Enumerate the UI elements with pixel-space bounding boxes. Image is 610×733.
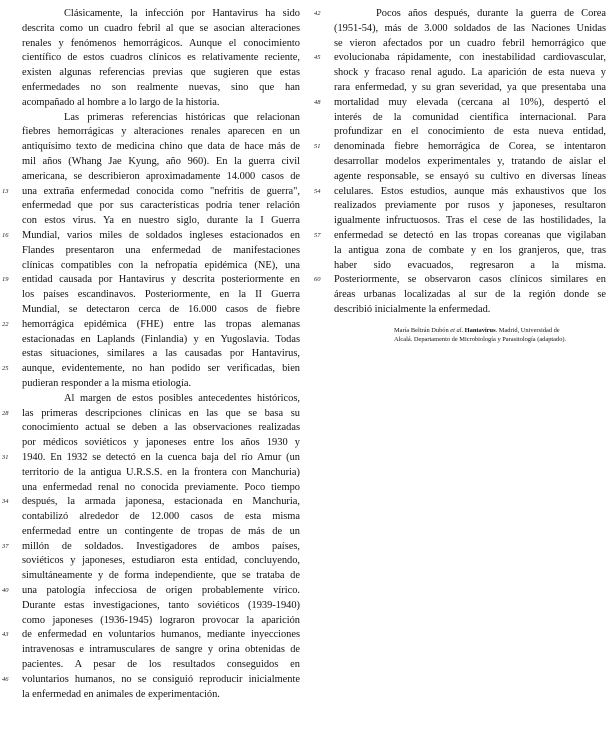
text-line [314, 111, 606, 126]
text-line [2, 362, 300, 377]
text-line [2, 392, 300, 407]
text-line [2, 22, 300, 37]
line-text: Mundial, se detectaron cerca de 16.000 casos de fiebre [22, 303, 300, 315]
line-text: Al margen de estos posibles antecedentes históricos, [64, 392, 300, 404]
line-text: enfermedad se detectó en las tropas coreanas que vigilaban [334, 229, 606, 241]
text-line [2, 569, 300, 584]
text-line [314, 51, 606, 66]
line-number: 40 [2, 587, 9, 595]
text-line [314, 303, 606, 318]
line-text: Las primeras referencias históricas que relacionan [64, 111, 300, 123]
line-text: contabilizó alrededor de 12.000 casos de esta misma [22, 511, 300, 523]
line-number: 45 [314, 54, 321, 62]
line-text: evolucionaba rápidamente, con inestabilidad cardiovascular, [334, 52, 606, 64]
credit-rest: . Madrid, Universidad de [495, 326, 560, 334]
line-text: shock y fracaso renal agudo. La aparición de esta nueva y [334, 67, 606, 79]
line-text: americana, se describieron aproximadamente 14.000 casos de [22, 170, 300, 182]
line-text: mil años (Whang Jae Kyung, año 960). En la guerra civil [22, 155, 300, 167]
text-line [2, 436, 300, 451]
text-line [2, 643, 300, 658]
text-line [314, 140, 606, 155]
line-text: intravenosas e intramusculares de sangre y orina obtenidas de [22, 644, 300, 656]
line-text: igualmente infructuosos. Tras el cese de las hostilidades, la [334, 215, 606, 227]
right-column [314, 7, 606, 344]
text-line [2, 510, 300, 525]
line-text: Pocos años después, durante la guerra de Corea [376, 8, 606, 19]
line-text: los países escandinavos. Posteriormente, en la II Guerra [22, 289, 300, 301]
line-text: con estos virus. Ya en nuestro siglo, durante la I Guerra [22, 215, 300, 227]
line-number: 57 [314, 231, 321, 239]
line-text: territorio de la antigua U.R.S.S. en la frontera con Manchuria) [22, 466, 300, 478]
text-line [2, 658, 300, 673]
text-line [314, 125, 606, 140]
line-number: 46 [2, 675, 9, 683]
line-text: Mundial, varios miles de soldados ingleses estacionados en [22, 229, 300, 241]
line-text: haber sido evacuados, regresaron a la misma. [334, 259, 606, 271]
line-text: rara enfermedad, y su gran severidad, ya que presentaba una [334, 81, 606, 93]
line-text: la enfermedad en animales de experimentación. [22, 688, 220, 700]
line-text: desarrollar modelos experimentales y, tratando de aislar el [334, 155, 606, 167]
text-line [314, 288, 606, 303]
right-column-text [314, 7, 606, 318]
line-text: antiquísimo texto de medicina chino que data de hace más de [22, 141, 300, 153]
line-number: 19 [2, 276, 9, 284]
text-line [314, 7, 606, 22]
line-text: como japoneses (1936-1945) lograron provocar la aparición [22, 614, 300, 626]
credit-author: María Beltrán Dubón [394, 326, 449, 334]
text-line [314, 229, 606, 244]
line-number: 54 [314, 187, 321, 195]
text-line [2, 466, 300, 481]
text-line [2, 554, 300, 569]
line-text: Flandes presentaron una enfermedad de manifestaciones [22, 244, 300, 256]
line-text: de enfermedad en voluntarios humanos, mediante inyecciones [22, 629, 300, 641]
line-text: existen algunas referencias previas que sugieren que estas [22, 67, 300, 79]
text-line [314, 22, 606, 37]
line-text: áreas urbanas localizadas al sur de la región donde se [334, 289, 606, 301]
line-text: agente responsable, se ensayó su cultivo en diversas líneas [334, 170, 606, 182]
text-line [2, 125, 300, 140]
text-line [2, 421, 300, 436]
line-text: celulares. Estos estudios, aunque más exhaustivos que los [334, 185, 606, 197]
text-line [2, 66, 300, 81]
text-line [2, 229, 300, 244]
line-text: las primeras descripciones clínicas en las que se basa su [22, 407, 300, 419]
line-text: enfermedades no son realmente nuevas, sino que han [22, 81, 300, 93]
line-number: 25 [2, 365, 9, 373]
text-line [2, 81, 300, 96]
text-line [2, 214, 300, 229]
text-line [2, 673, 300, 688]
source-credit [314, 326, 606, 344]
line-text: se vieron afectados por un cuadro febril hemorrágico que [334, 37, 606, 49]
text-line [2, 155, 300, 170]
text-line [2, 614, 300, 629]
line-text: Durante estas investigaciones, tanto soviéticos (1939-1940) [22, 599, 300, 611]
text-line [2, 7, 300, 22]
text-line [2, 599, 300, 614]
text-line [2, 481, 300, 496]
line-text: renales y fenómenos hemorrágicos. Aunque el conocimiento [22, 37, 300, 49]
text-line [2, 407, 300, 422]
line-text: realizados previamente por rusos y japoneses, resultaron [334, 200, 606, 212]
text-line [2, 451, 300, 466]
line-text: una enfermedad renal no conocida previamente. Poco tiempo [22, 481, 300, 493]
text-line [2, 688, 300, 703]
line-number: 16 [2, 231, 9, 239]
text-line [314, 66, 606, 81]
line-text: profundizar en el conocimiento de esta nueva entidad, [334, 126, 606, 138]
line-number: 43 [2, 631, 9, 639]
text-line [2, 288, 300, 303]
text-line [2, 51, 300, 66]
line-text: describió inicialmente la enfermedad. [334, 303, 491, 315]
text-line [2, 244, 300, 259]
text-line [2, 347, 300, 362]
text-line [2, 170, 300, 185]
credit-title: Hantavirus [464, 326, 496, 334]
text-line [2, 259, 300, 274]
line-text: estas situaciones, similares a las causadas por Hantavirus, [22, 348, 300, 360]
line-text: una extraña enfermedad conocida como "nefritis de guerra", [22, 185, 300, 197]
text-line [2, 96, 300, 111]
line-text: denominada fiebre hemorrágica de Corea, se intentaron [334, 141, 606, 153]
line-text: pacientes. A pesar de los resultados conseguidos en [22, 659, 300, 671]
line-text: descrita como un cuadro febril al que se asocian alteraciones [22, 22, 300, 34]
text-line [2, 303, 300, 318]
line-text: científico de estos cuadros clínicos es relativamente reciente, [22, 52, 300, 64]
line-text: después, la armada japonesa, estacionada en Manchuria, [22, 496, 300, 508]
line-number: 51 [314, 143, 321, 151]
text-line [2, 185, 300, 200]
text-line [2, 525, 300, 540]
line-text: fiebres hemorrágicas y alteraciones renales aparecen en un [22, 126, 300, 138]
text-line [314, 96, 606, 111]
line-number: 31 [2, 453, 9, 461]
line-text: (1951-54), más de 3.000 soldados de las Naciones Unidas [334, 22, 606, 34]
text-line [2, 584, 300, 599]
line-text: conocimiento actual se deben a las observaciones realizadas [22, 422, 300, 434]
text-line [314, 214, 606, 229]
line-number: 37 [2, 542, 9, 550]
line-number: 34 [2, 498, 9, 506]
line-text: Clásicamente, la infección por Hantavirus ha sido [64, 8, 300, 19]
line-text: hemorrágica epidémica (FHE) entre las tropas alemanas [22, 318, 300, 330]
text-line [314, 273, 606, 288]
line-text: mortalidad muy elevada (cercana al 10%), despertó el [334, 96, 606, 108]
text-line [2, 628, 300, 643]
line-text: 1940. En 1932 se detectó en la cuenca baja del río Amur (un [22, 451, 300, 463]
line-text: enfermedad que por sus características podría tener relación [22, 200, 300, 212]
line-text: por médicos soviéticos y japoneses entre los años 1930 y [22, 437, 300, 449]
line-text: simultáneamente y de forma independiente, que se trataba de [22, 570, 300, 582]
text-line [314, 244, 606, 259]
line-text: enfermedad entre un contingente de tropas de más de un [22, 525, 300, 537]
line-text: entidad causada por Hantavirus y descrita posteriormente en [22, 274, 300, 286]
line-number: 22 [2, 320, 9, 328]
line-text: clínicas compatibles con la nefropatía epidémica (NE), una [22, 259, 300, 271]
text-line [314, 185, 606, 200]
line-text: voluntarios humanos, no se consiguió reproducir inicialmente [22, 673, 300, 685]
text-line [2, 495, 300, 510]
text-line [2, 318, 300, 333]
line-number: 48 [314, 98, 321, 106]
line-text: millón de soldados. Investigadores de ambos países, [22, 540, 300, 552]
line-number: 28 [2, 409, 9, 417]
line-text: estacionadas en Laplands (Finlandia) y en Yugoslavia. Todas [22, 333, 300, 345]
line-number: 60 [314, 276, 321, 284]
line-text: la antigua zona de combate y en los granjeros, que, tras [334, 244, 606, 256]
text-line [2, 333, 300, 348]
line-text: Posteriormente, se observaron casos clínicos similares en [334, 274, 606, 286]
text-line [314, 259, 606, 274]
line-text: interés de la comunidad científica internacional. Para [334, 111, 606, 123]
text-line [314, 37, 606, 52]
text-line [314, 170, 606, 185]
line-text: soviéticos y japoneses, estudiaron esta entidad, concluyendo, [22, 555, 300, 567]
line-text: pudieran responder a la misma etiología. [22, 377, 192, 389]
text-line [2, 37, 300, 52]
text-line [314, 199, 606, 214]
text-line [2, 540, 300, 555]
text-line [314, 155, 606, 170]
line-text: aunque, evidentemente, no han podido ser verificadas, bien [22, 363, 300, 375]
line-text: acompañado al hombre a lo largo de la historia. [22, 96, 220, 108]
credit-etal: et al. [450, 326, 464, 334]
text-line [2, 377, 300, 392]
text-line [2, 111, 300, 126]
text-line [2, 273, 300, 288]
line-text: una patología infecciosa de origen probablemente vírico. [22, 585, 300, 597]
left-column [2, 7, 300, 702]
line-number: 13 [2, 187, 9, 195]
credit-line-2: Alcalá. Departamento de Microbiología y Parasitología (adaptado). [394, 335, 567, 343]
text-line [314, 81, 606, 96]
text-line [2, 140, 300, 155]
text-line [2, 199, 300, 214]
line-number: 42 [314, 10, 321, 17]
